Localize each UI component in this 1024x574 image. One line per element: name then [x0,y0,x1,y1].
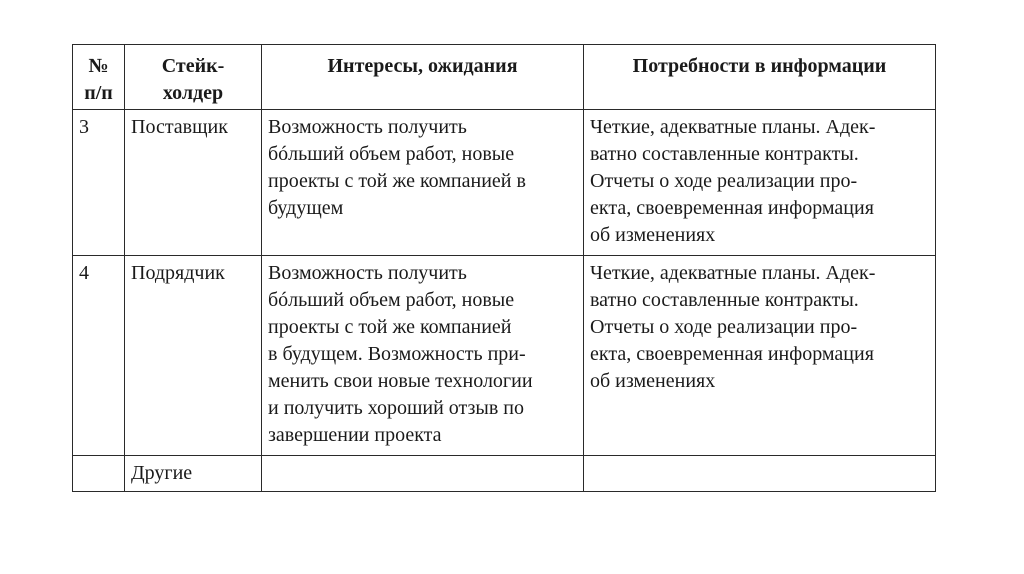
stakeholder-table [72,44,936,492]
text-line: екта, своевременная информация [590,343,874,365]
table-row [73,456,936,492]
row-interests [262,256,584,456]
text-line: менить свои новые технологии [268,370,533,392]
text-line: будущем [268,197,344,219]
table-header-row [73,45,936,110]
text-line: Отчеты о ходе реализации про- [590,316,858,338]
row-interests [262,456,584,492]
text-line: проекты с той же компанией в [268,170,526,192]
header-num-line-1: № [88,55,109,77]
header-info-needs: Потребности в информации [584,45,936,110]
row-stakeholder: Подрядчик [125,256,262,456]
row-stakeholder: Поставщик [125,110,262,256]
table-row [73,110,936,256]
row-num: 3 [73,110,125,256]
text-line: екта, своевременная информация [590,197,874,219]
text-line: и получить хороший отзыв по [268,397,524,419]
text-line: Возможность получить [268,116,467,138]
text-line: ватно составленные контракты. [590,289,859,311]
text-line: бóльший объем работ, новые [268,289,515,311]
row-interests [262,110,584,256]
text-line: проекты с той же компанией [268,316,512,338]
text-line: об изменениях [590,224,716,246]
header-stakeholder-line-2: холдер [162,82,224,104]
text-line: Четкие, адекватные планы. Адек- [590,116,876,138]
header-stakeholder [125,45,262,110]
text-line: в будущем. Возможность при- [268,343,526,365]
text-line: об изменениях [590,370,716,392]
text-line: Возможность получить [268,262,467,284]
row-info-needs [584,110,936,256]
text-line: бóльший объем работ, новые [268,143,515,165]
text-line: ватно составленные контракты. [590,143,859,165]
header-num-line-2: п/п [84,82,113,104]
text-line: Четкие, адекватные планы. Адек- [590,262,876,284]
row-num: 4 [73,256,125,456]
text-line: Отчеты о ходе реализации про- [590,170,858,192]
header-interests: Интересы, ожидания [262,45,584,110]
table-row [73,256,936,456]
row-stakeholder: Другие [125,456,262,492]
header-num [73,45,125,110]
row-info-needs [584,256,936,456]
header-stakeholder-line-1: Стейк- [161,55,225,77]
row-num [73,456,125,492]
row-info-needs [584,456,936,492]
text-line: завершении проекта [268,424,442,446]
